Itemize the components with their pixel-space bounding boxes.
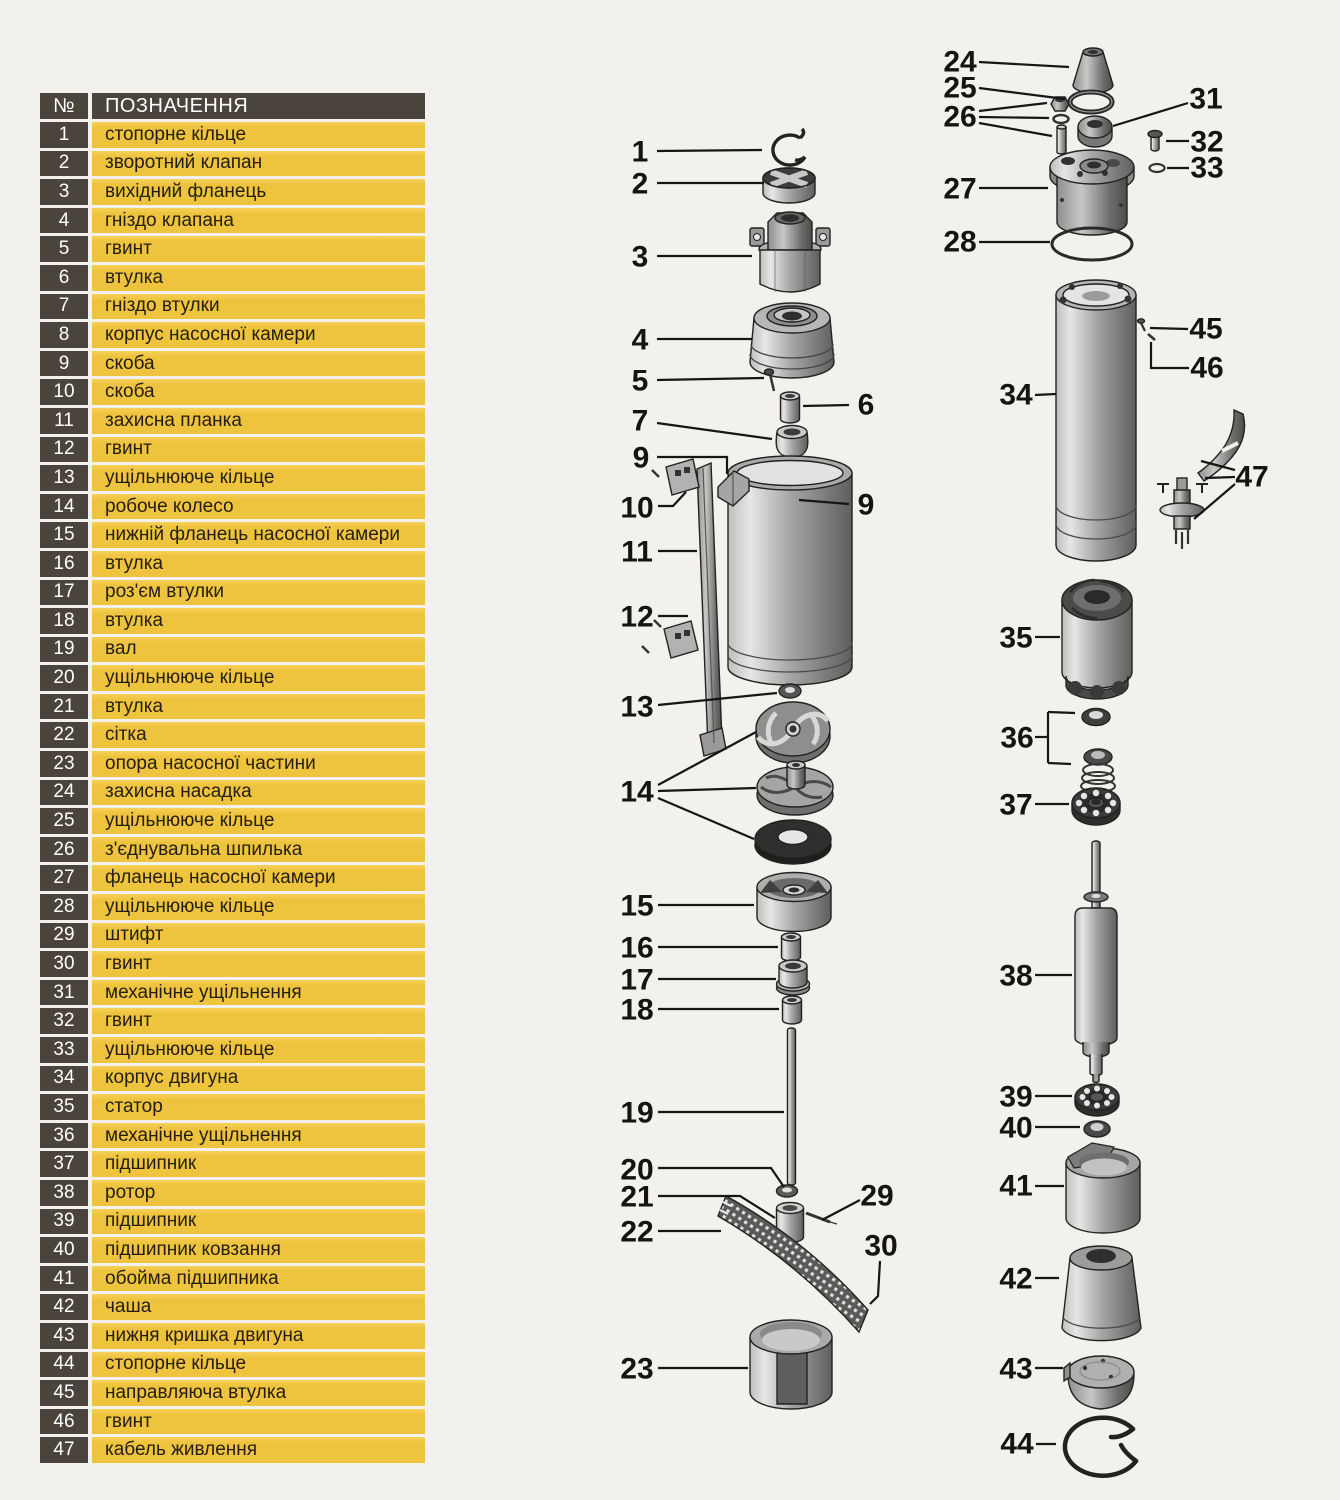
col-header-name: ПОЗНАЧЕННЯ: [92, 93, 425, 119]
row-number: 7: [40, 294, 88, 320]
callout-label-35: 35: [999, 621, 1033, 655]
callout-label-44: 44: [1000, 1427, 1034, 1461]
row-number: 12: [40, 437, 88, 463]
callout-leader-24: [979, 62, 1069, 67]
row-number: 28: [40, 894, 88, 920]
callout-leader-26: [979, 103, 1047, 111]
row-name: чаша: [92, 1294, 425, 1320]
callout-label-6: 6: [857, 388, 875, 422]
callout-label-23: 23: [620, 1352, 654, 1386]
motor-cover-drawing: [1064, 1356, 1134, 1409]
mechanical-seal-31-drawing: [1078, 116, 1112, 147]
mechanical-seal-36-drawing: [1081, 709, 1115, 793]
row-number: 1: [40, 122, 88, 148]
callout-label-3: 3: [631, 240, 649, 274]
row-name: втулка: [92, 551, 425, 577]
row-number: 16: [40, 551, 88, 577]
row-number: 6: [40, 265, 88, 291]
row-name: з'єднувальна шпилька: [92, 837, 425, 863]
callout-layer: [620, 46, 1268, 1461]
row-name: гніздо втулки: [92, 294, 425, 320]
callout-label-41: 41: [999, 1169, 1033, 1203]
row-number: 35: [40, 1094, 88, 1120]
callout-label-37: 37: [999, 788, 1033, 822]
callout-leader-20: [658, 1168, 784, 1187]
screw-5-drawing: [765, 369, 775, 391]
row-number: 14: [40, 494, 88, 520]
callout-label-42: 42: [999, 1262, 1033, 1296]
row-name: втулка: [92, 608, 425, 634]
row-number: 20: [40, 665, 88, 691]
connecting-stud-drawing: [1051, 97, 1069, 154]
row-number: 3: [40, 179, 88, 205]
callout-label-25: 25: [943, 71, 977, 105]
callout-leader-30: [870, 1261, 880, 1304]
row-name: механічне ущільнення: [92, 980, 425, 1006]
callout-label-18: 18: [620, 993, 654, 1027]
callout-leader-47: [1194, 484, 1235, 519]
row-number: 24: [40, 780, 88, 806]
row-name: гвинт: [92, 1008, 425, 1034]
lower-flange-drawing: [757, 873, 831, 932]
row-number: 42: [40, 1294, 88, 1320]
row-number: 46: [40, 1409, 88, 1435]
row-number: 40: [40, 1237, 88, 1263]
row-name: гвинт: [92, 437, 425, 463]
cup-drawing: [1062, 1246, 1141, 1341]
row-name: ущільнююче кільце: [92, 1037, 425, 1063]
callout-leader-36: [1048, 712, 1075, 713]
row-number: 9: [40, 351, 88, 377]
bearing-holder-drawing: [1066, 1143, 1140, 1233]
outlet-flange-drawing: [750, 212, 830, 292]
row-number: 37: [40, 1151, 88, 1177]
callout-label-10: 10: [620, 491, 654, 525]
clamp-10-drawing: [652, 459, 699, 495]
row-name: ущільнююче кільце: [92, 665, 425, 691]
row-name: ущільнююче кільце: [92, 465, 425, 491]
row-number: 11: [40, 408, 88, 434]
row-name: гвинт: [92, 1409, 425, 1435]
callout-label-45: 45: [1189, 312, 1223, 346]
callout-label-31: 31: [1189, 82, 1223, 116]
callout-label-2: 2: [631, 167, 649, 201]
row-number: 36: [40, 1123, 88, 1149]
pump-support-drawing: [750, 1320, 832, 1409]
row-number: 27: [40, 865, 88, 891]
callout-leader-34: [1035, 394, 1056, 395]
callout-leader-7: [657, 423, 772, 439]
bearing-37-drawing: [1072, 788, 1120, 825]
callout-label-27: 27: [943, 172, 977, 206]
row-name: кабель живлення: [92, 1437, 425, 1463]
callout-label-16: 16: [620, 931, 654, 965]
callout-leader-25: [979, 88, 1065, 99]
motor-housing-drawing: [1056, 280, 1136, 561]
sleeve-16-drawing: [782, 933, 801, 961]
callout-label-11: 11: [621, 535, 653, 569]
col-header-number: №: [40, 93, 88, 119]
seal-ring-13-drawing: [779, 684, 801, 698]
row-number: 47: [40, 1437, 88, 1463]
callout-label-47: 47: [1235, 460, 1269, 494]
row-name: втулка: [92, 694, 425, 720]
callout-leader-26: [979, 123, 1052, 136]
sleeve-seat-drawing: [776, 426, 808, 457]
callout-label-36: 36: [1000, 721, 1034, 755]
row-number: 5: [40, 236, 88, 262]
row-number: 25: [40, 808, 88, 834]
row-number: 18: [40, 608, 88, 634]
callout-label-17: 17: [620, 963, 654, 997]
row-number: 26: [40, 837, 88, 863]
row-name: стопорне кільце: [92, 1352, 425, 1378]
row-name: ущільнююче кільце: [92, 808, 425, 834]
row-number: 39: [40, 1209, 88, 1235]
row-number: 29: [40, 923, 88, 949]
o-ring-25-drawing: [1070, 92, 1112, 112]
callout-label-9: 9: [857, 488, 875, 522]
protective-nozzle-drawing: [1073, 48, 1113, 93]
row-number: 33: [40, 1037, 88, 1063]
sleeve-connector-drawing: [777, 960, 810, 995]
row-number: 34: [40, 1066, 88, 1092]
callout-label-9: 9: [632, 441, 650, 475]
row-number: 13: [40, 465, 88, 491]
sleeve-18-drawing: [783, 996, 802, 1024]
impeller-washer-drawing: [755, 820, 831, 864]
row-name: ущільнююче кільце: [92, 894, 425, 920]
callout-leader-6: [803, 405, 849, 406]
row-number: 19: [40, 637, 88, 663]
row-name: підшипник: [92, 1151, 425, 1177]
callout-label-43: 43: [999, 1352, 1033, 1386]
o-ring-33-drawing: [1150, 164, 1165, 172]
row-name: корпус насосної камери: [92, 322, 425, 348]
check-valve-drawing: [763, 168, 815, 203]
callout-label-32: 32: [1190, 125, 1224, 159]
row-name: підшипник: [92, 1209, 425, 1235]
row-name: статор: [92, 1094, 425, 1120]
row-name: вихідний фланець: [92, 179, 425, 205]
row-name: зворотний клапан: [92, 151, 425, 177]
row-name: ротор: [92, 1180, 425, 1206]
callout-label-26: 26: [943, 100, 977, 134]
callout-label-46: 46: [1190, 351, 1224, 385]
valve-seat-drawing: [750, 303, 834, 378]
row-name: стопорне кільце: [92, 122, 425, 148]
row-name: обойма підшипника: [92, 1266, 425, 1292]
callout-leader-47: [1205, 477, 1235, 478]
impeller-top-drawing: [756, 702, 830, 763]
callout-label-28: 28: [943, 225, 977, 259]
snap-ring-drawing: [773, 129, 805, 165]
row-name: гвинт: [92, 236, 425, 262]
power-cable-drawing: [1157, 410, 1245, 549]
row-number: 23: [40, 751, 88, 777]
callout-leader-14: [658, 788, 756, 791]
row-name: нижня кришка двигуна: [92, 1323, 425, 1349]
row-name: гніздо клапана: [92, 208, 425, 234]
row-number: 43: [40, 1323, 88, 1349]
row-number: 44: [40, 1352, 88, 1378]
snap-ring-44-drawing: [1065, 1418, 1136, 1476]
callout-leader-29: [822, 1200, 860, 1220]
shaft-drawing: [788, 1028, 796, 1185]
row-name: захисна планка: [92, 408, 425, 434]
row-name: штифт: [92, 923, 425, 949]
stator-drawing: [1062, 580, 1132, 699]
row-number: 41: [40, 1266, 88, 1292]
screw-46-drawing: [1148, 334, 1155, 340]
row-name: направляюча втулка: [92, 1380, 425, 1406]
callout-label-33: 33: [1190, 151, 1224, 185]
row-name: механічне ущільнення: [92, 1123, 425, 1149]
callout-label-40: 40: [999, 1111, 1033, 1145]
callout-leader-14: [658, 798, 754, 839]
chamber-flange-drawing: [1050, 150, 1134, 235]
bearing-39-drawing: [1075, 1084, 1119, 1116]
row-number: 31: [40, 980, 88, 1006]
callout-label-29: 29: [860, 1179, 894, 1213]
row-name: вал: [92, 637, 425, 663]
callout-leader-36: [1048, 763, 1071, 764]
row-name: нижній фланець насосної камери: [92, 522, 425, 548]
seal-ring-20-drawing: [777, 1185, 798, 1197]
row-number: 8: [40, 322, 88, 348]
row-name: скоба: [92, 351, 425, 377]
row-name: скоба: [92, 379, 425, 405]
callout-leader-26: [979, 117, 1049, 118]
row-number: 30: [40, 951, 88, 977]
callout-label-34: 34: [999, 378, 1033, 412]
callout-label-22: 22: [620, 1215, 654, 1249]
row-name: підшипник ковзання: [92, 1237, 425, 1263]
row-name: робоче колесо: [92, 494, 425, 520]
callout-label-19: 19: [620, 1096, 654, 1130]
screw-32-drawing: [1148, 131, 1162, 152]
row-name: корпус двигуна: [92, 1066, 425, 1092]
sliding-bearing-drawing: [1084, 1121, 1110, 1137]
callout-label-21: 21: [620, 1180, 654, 1214]
row-number: 22: [40, 722, 88, 748]
row-number: 10: [40, 379, 88, 405]
row-name: фланець насосної камери: [92, 865, 425, 891]
row-name: опора насосної частини: [92, 751, 425, 777]
callout-label-5: 5: [631, 364, 649, 398]
protective-plate-drawing: [697, 463, 726, 756]
callout-label-13: 13: [620, 690, 654, 724]
callout-leader-46: [1151, 342, 1189, 368]
row-number: 4: [40, 208, 88, 234]
callout-label-14: 14: [620, 775, 654, 809]
row-number: 15: [40, 522, 88, 548]
callout-label-15: 15: [620, 889, 654, 923]
callout-leader-31: [1113, 103, 1188, 126]
row-number: 21: [40, 694, 88, 720]
callout-leader-5: [657, 378, 764, 380]
callout-leader-1: [657, 150, 762, 151]
guide-sleeve-45-drawing: [1138, 319, 1146, 331]
row-name: сітка: [92, 722, 425, 748]
row-number: 38: [40, 1180, 88, 1206]
callout-leader-45: [1150, 328, 1188, 329]
callout-label-30: 30: [864, 1229, 898, 1263]
row-name: втулка: [92, 265, 425, 291]
row-number: 2: [40, 151, 88, 177]
sleeve-6-drawing: [781, 392, 800, 423]
row-name: роз'єм втулки: [92, 580, 425, 606]
callout-label-1: 1: [631, 135, 649, 169]
row-name: гвинт: [92, 951, 425, 977]
callout-label-4: 4: [631, 323, 649, 357]
callout-label-24: 24: [943, 45, 977, 79]
rotor-drawing: [1075, 841, 1117, 1083]
callout-label-7: 7: [631, 404, 649, 438]
row-number: 17: [40, 580, 88, 606]
row-name: захисна насадка: [92, 780, 425, 806]
impeller-bottom-drawing: [757, 761, 833, 815]
row-number: 45: [40, 1380, 88, 1406]
callout-label-20: 20: [620, 1153, 654, 1187]
callout-label-12: 12: [620, 600, 654, 634]
callout-label-39: 39: [999, 1080, 1033, 1114]
row-number: 32: [40, 1008, 88, 1034]
callout-label-38: 38: [999, 959, 1033, 993]
